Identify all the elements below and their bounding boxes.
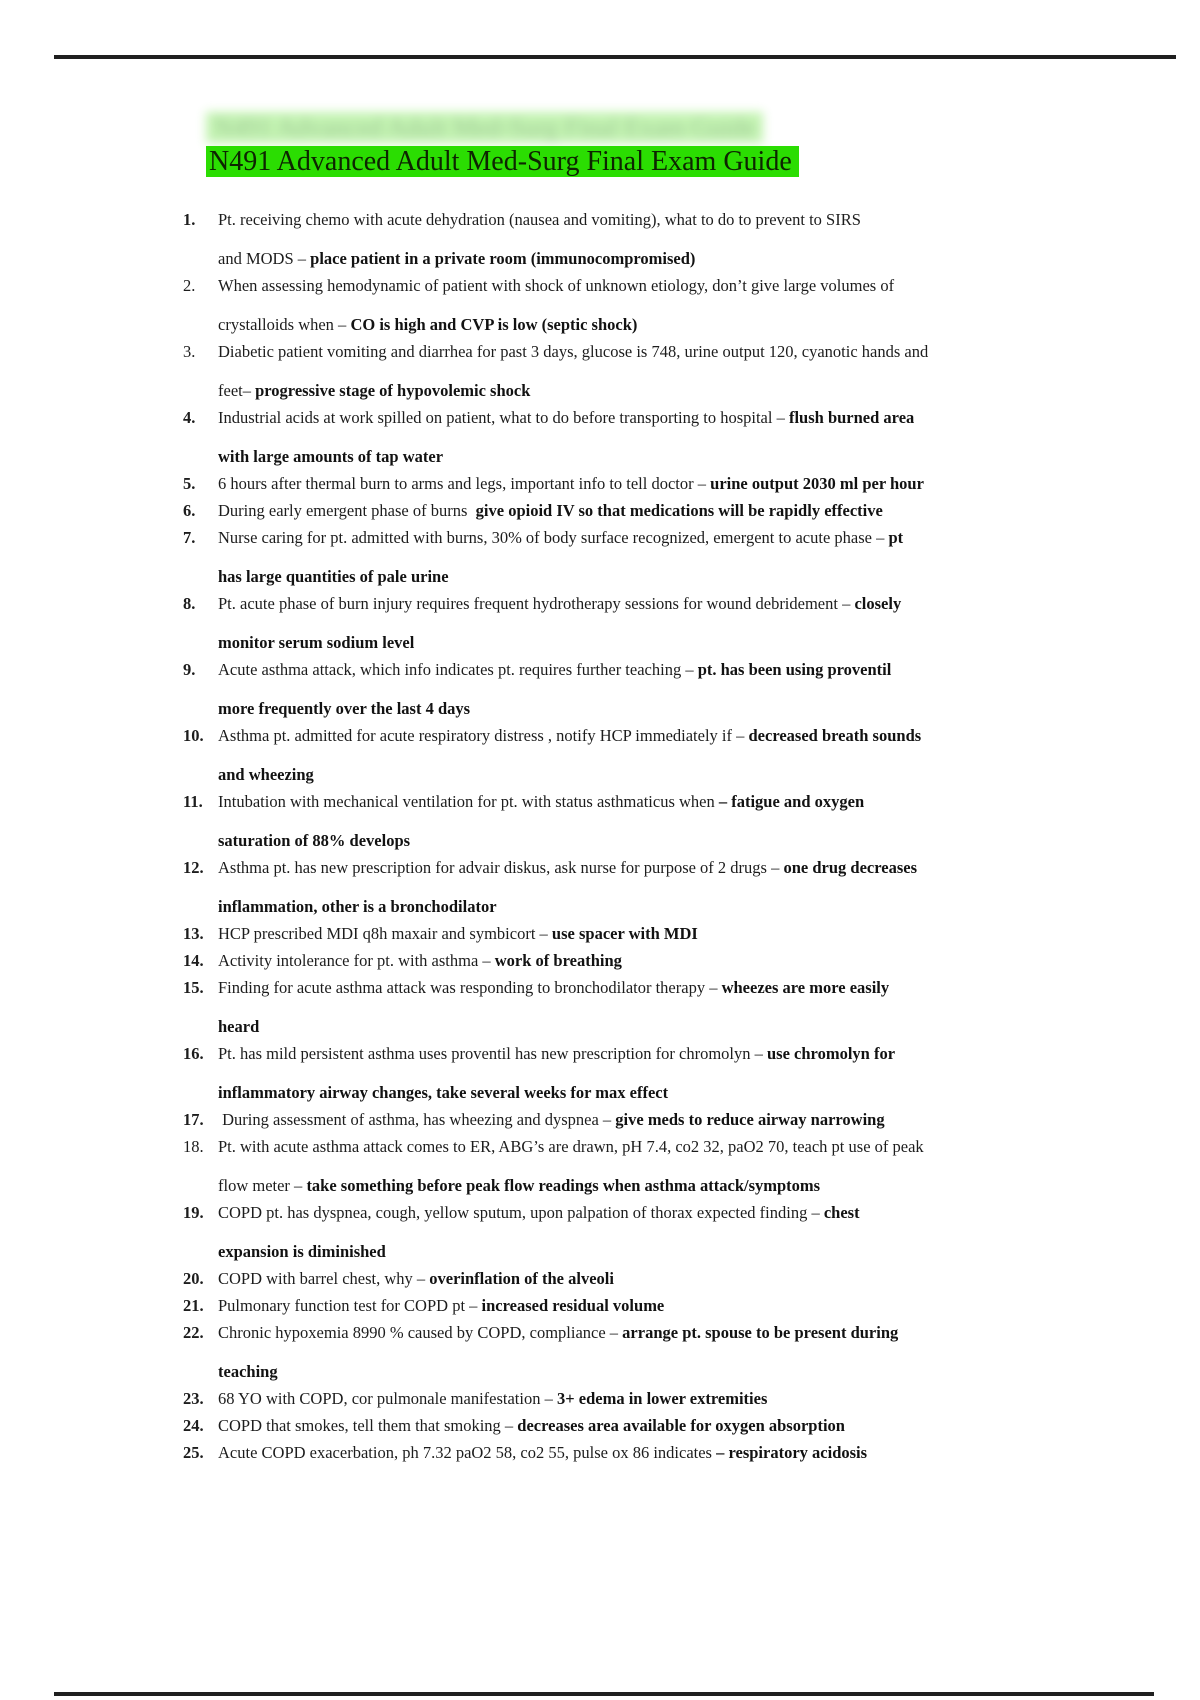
question-line <box>218 497 1158 524</box>
question-line <box>218 377 1158 404</box>
question-line <box>218 1040 1158 1067</box>
answer-bold-text: use spacer with MDI <box>551 924 698 943</box>
question-number: 9. <box>183 660 196 679</box>
page-title <box>206 145 799 178</box>
answer-bold-text: work of breathing <box>494 951 622 970</box>
question-number: 24. <box>183 1416 204 1435</box>
question-text: Pt. with acute asthma attack comes to ER, ABG’s are drawn, pH 7.4, co2 32, paO2 70, teach pt use of peak <box>218 1137 924 1156</box>
question-line <box>218 827 1158 854</box>
question-line <box>218 1172 1158 1199</box>
question-line <box>218 893 1158 920</box>
answer-bold-text: and wheezing <box>218 765 314 784</box>
question-line <box>218 1439 1158 1466</box>
question-text: Intubation with mechanical ventilation for pt. with status asthmaticus when <box>218 792 719 811</box>
answer-bold-text: wheezes are more easily <box>721 978 890 997</box>
question-text: Pt. acute phase of burn injury requires frequent hydrotherapy sessions for wound debridement – <box>218 594 855 613</box>
question-list <box>183 206 1158 1466</box>
question-number: 25. <box>183 1443 204 1462</box>
answer-bold-text: heard <box>218 1017 260 1036</box>
question-line <box>218 761 1158 788</box>
question-number: 22. <box>183 1323 204 1342</box>
question-line <box>218 920 1158 947</box>
question-number: 11. <box>183 792 203 811</box>
question-item <box>183 656 1158 722</box>
question-line <box>218 854 1158 881</box>
question-line <box>218 524 1158 551</box>
question-text: Industrial acids at work spilled on patient, what to do before transporting to hospital – <box>218 408 789 427</box>
question-line <box>218 1265 1158 1292</box>
question-text: Pt. receiving chemo with acute dehydration (nausea and vomiting), what to do to prevent to SIRS <box>218 210 861 229</box>
question-text: COPD with barrel chest, why – <box>218 1269 430 1288</box>
question-number: 7. <box>183 528 196 547</box>
question-number: 21. <box>183 1296 204 1315</box>
question-line <box>218 338 1158 365</box>
question-line <box>218 1238 1158 1265</box>
answer-bold-text: 3+ edema in lower extremities <box>556 1389 768 1408</box>
question-number: 19. <box>183 1203 204 1222</box>
question-line <box>218 788 1158 815</box>
question-line <box>218 563 1158 590</box>
answer-bold-text: give opioid IV so that medications will be rapidly effective <box>475 501 883 520</box>
answer-bold-text: expansion is diminished <box>218 1242 386 1261</box>
answer-bold-text: use chromolyn for <box>767 1044 896 1063</box>
question-item <box>183 1265 1158 1292</box>
question-text: COPD that smokes, tell them that smoking – <box>218 1416 518 1435</box>
answer-bold-text: more frequently over the last 4 days <box>218 699 471 718</box>
question-line <box>218 272 1158 299</box>
question-text: HCP prescribed MDI q8h maxair and symbicort – <box>218 924 552 943</box>
question-line <box>218 695 1158 722</box>
answer-bold-text: give meds to reduce airway narrowing <box>615 1110 885 1129</box>
question-number: 15. <box>183 978 204 997</box>
title-ghost-artifact: N491 Advanced Adult Med-Surg Final Exam Guide <box>206 112 763 143</box>
question-line <box>218 1292 1158 1319</box>
question-number: 16. <box>183 1044 204 1063</box>
answer-bold-text: saturation of 88% develops <box>218 831 411 850</box>
question-line <box>218 311 1158 338</box>
answer-bold-text: arrange pt. spouse to be present during <box>622 1323 899 1342</box>
question-line <box>218 1358 1158 1385</box>
answer-bold-text: pt <box>888 528 904 547</box>
answer-bold-text: with large amounts of tap water <box>218 447 444 466</box>
question-item <box>183 974 1158 1040</box>
answer-bold-text: flush burned area <box>788 408 915 427</box>
question-item <box>183 722 1158 788</box>
question-line <box>218 1106 1158 1133</box>
question-text: During early emergent phase of burns <box>218 501 476 520</box>
question-line <box>218 1079 1158 1106</box>
answer-bold-text: CO is high and CVP is low (septic shock) <box>350 315 638 334</box>
bottom-border-rule <box>54 1692 1154 1696</box>
answer-bold-text: decreased breath sounds <box>748 726 922 745</box>
question-item <box>183 470 1158 497</box>
question-line <box>218 1199 1158 1226</box>
question-item <box>183 590 1158 656</box>
question-text: Acute asthma attack, which info indicates pt. requires further teaching – <box>218 660 698 679</box>
question-line <box>218 947 1158 974</box>
answer-bold-text: increased residual volume <box>481 1296 665 1315</box>
answer-bold-text: progressive stage of hypovolemic shock <box>255 381 531 400</box>
question-item <box>183 1385 1158 1412</box>
question-line <box>218 656 1158 683</box>
question-line <box>218 629 1158 656</box>
answer-bold-text: urine output 2030 ml per hour <box>710 474 924 493</box>
question-text: Activity intolerance for pt. with asthma – <box>218 951 495 970</box>
question-line <box>218 206 1158 233</box>
question-number: 18. <box>183 1137 204 1156</box>
question-number: 14. <box>183 951 204 970</box>
answer-bold-text: pt. has been using proventil <box>697 660 892 679</box>
question-number: 17. <box>183 1110 204 1129</box>
question-number: 23. <box>183 1389 204 1408</box>
question-number: 12. <box>183 858 204 877</box>
question-item <box>183 524 1158 590</box>
question-line <box>218 1133 1158 1160</box>
question-item <box>183 206 1158 272</box>
question-text: and MODS – <box>218 249 311 268</box>
answer-bold-text: monitor serum sodium level <box>218 633 415 652</box>
answer-bold-text: inflammation, other is a bronchodilator <box>218 897 497 916</box>
answer-bold-text: take something before peak flow readings when asthma attack/symptoms <box>306 1176 821 1195</box>
question-number: 5. <box>183 474 196 493</box>
answer-bold-text: inflammatory airway changes, take several weeks for max effect <box>218 1083 669 1102</box>
question-number: 8. <box>183 594 196 613</box>
answer-bold-text: overinflation of the alveoli <box>429 1269 614 1288</box>
top-border-rule <box>54 55 1176 59</box>
question-item <box>183 1319 1158 1385</box>
question-line <box>218 1013 1158 1040</box>
answer-bold-text: place patient in a private room (immunocompromised) <box>310 249 696 268</box>
question-item <box>183 947 1158 974</box>
question-text: Pt. has mild persistent asthma uses proventil has new prescription for chromolyn – <box>218 1044 767 1063</box>
question-item <box>183 1292 1158 1319</box>
question-item <box>183 338 1158 404</box>
question-item <box>183 1040 1158 1106</box>
question-line <box>218 443 1158 470</box>
question-line <box>218 590 1158 617</box>
title-highlight: N491 Advanced Adult Med-Surg Final Exam Guide <box>206 146 799 177</box>
question-number: 13. <box>183 924 204 943</box>
question-text: 6 hours after thermal burn to arms and legs, important info to tell doctor – <box>218 474 711 493</box>
question-text: Asthma pt. has new prescription for advair diskus, ask nurse for purpose of 2 drugs – <box>218 858 784 877</box>
question-item <box>183 404 1158 470</box>
question-line <box>218 974 1158 1001</box>
question-number: 20. <box>183 1269 204 1288</box>
question-item <box>183 788 1158 854</box>
question-item <box>183 1439 1158 1466</box>
question-text: crystalloids when – <box>218 315 351 334</box>
question-item <box>183 1412 1158 1439</box>
question-text: 68 YO with COPD, cor pulmonale manifestation – <box>218 1389 557 1408</box>
question-text: When assessing hemodynamic of patient with shock of unknown etiology, don’t give large volumes of <box>218 276 895 295</box>
answer-bold-text: one drug decreases <box>783 858 917 877</box>
answer-bold-text: – fatigue and oxygen <box>718 792 865 811</box>
question-number: 10. <box>183 726 204 745</box>
answer-bold-text: chest <box>823 1203 860 1222</box>
question-line <box>218 1412 1158 1439</box>
question-text: flow meter – <box>218 1176 307 1195</box>
answer-bold-text: – respiratory acidosis <box>716 1443 868 1462</box>
question-number: 4. <box>183 408 196 427</box>
question-item <box>183 854 1158 920</box>
question-item <box>183 1199 1158 1265</box>
answer-bold-text: closely <box>854 594 902 613</box>
question-text: Diabetic patient vomiting and diarrhea for past 3 days, glucose is 748, urine output 120, cyanotic hands and <box>218 342 929 361</box>
question-item <box>183 1133 1158 1199</box>
question-line <box>218 1385 1158 1412</box>
question-item <box>183 920 1158 947</box>
answer-bold-text: has large quantities of pale urine <box>218 567 449 586</box>
question-number: 6. <box>183 501 196 520</box>
question-text: COPD pt. has dyspnea, cough, yellow sputum, upon palpation of thorax expected finding – <box>218 1203 824 1222</box>
question-item <box>183 1106 1158 1133</box>
question-text: Chronic hypoxemia 8990 % caused by COPD, compliance – <box>218 1323 623 1342</box>
question-item <box>183 497 1158 524</box>
question-number: 3. <box>183 342 196 361</box>
question-line <box>218 245 1158 272</box>
question-text: Pulmonary function test for COPD pt – <box>218 1296 482 1315</box>
question-line <box>218 404 1158 431</box>
question-text: feet– <box>218 381 256 400</box>
question-item <box>183 272 1158 338</box>
question-text: Finding for acute asthma attack was responding to bronchodilator therapy – <box>218 978 722 997</box>
question-line <box>218 1319 1158 1346</box>
question-line <box>218 722 1158 749</box>
question-text: Nurse caring for pt. admitted with burns, 30% of body surface recognized, emergent to acute phase – <box>218 528 889 547</box>
answer-bold-text: teaching <box>218 1362 278 1381</box>
question-line <box>218 470 1158 497</box>
question-text: Acute COPD exacerbation, ph 7.32 paO2 58, co2 55, pulse ox 86 indicates <box>218 1443 717 1462</box>
answer-bold-text: decreases area available for oxygen absorption <box>517 1416 845 1435</box>
question-text: During assessment of asthma, has wheezing and dyspnea – <box>218 1110 616 1129</box>
question-text: Asthma pt. admitted for acute respiratory distress , notify HCP immediately if – <box>218 726 749 745</box>
question-number: 2. <box>183 276 196 295</box>
question-number: 1. <box>183 210 196 229</box>
